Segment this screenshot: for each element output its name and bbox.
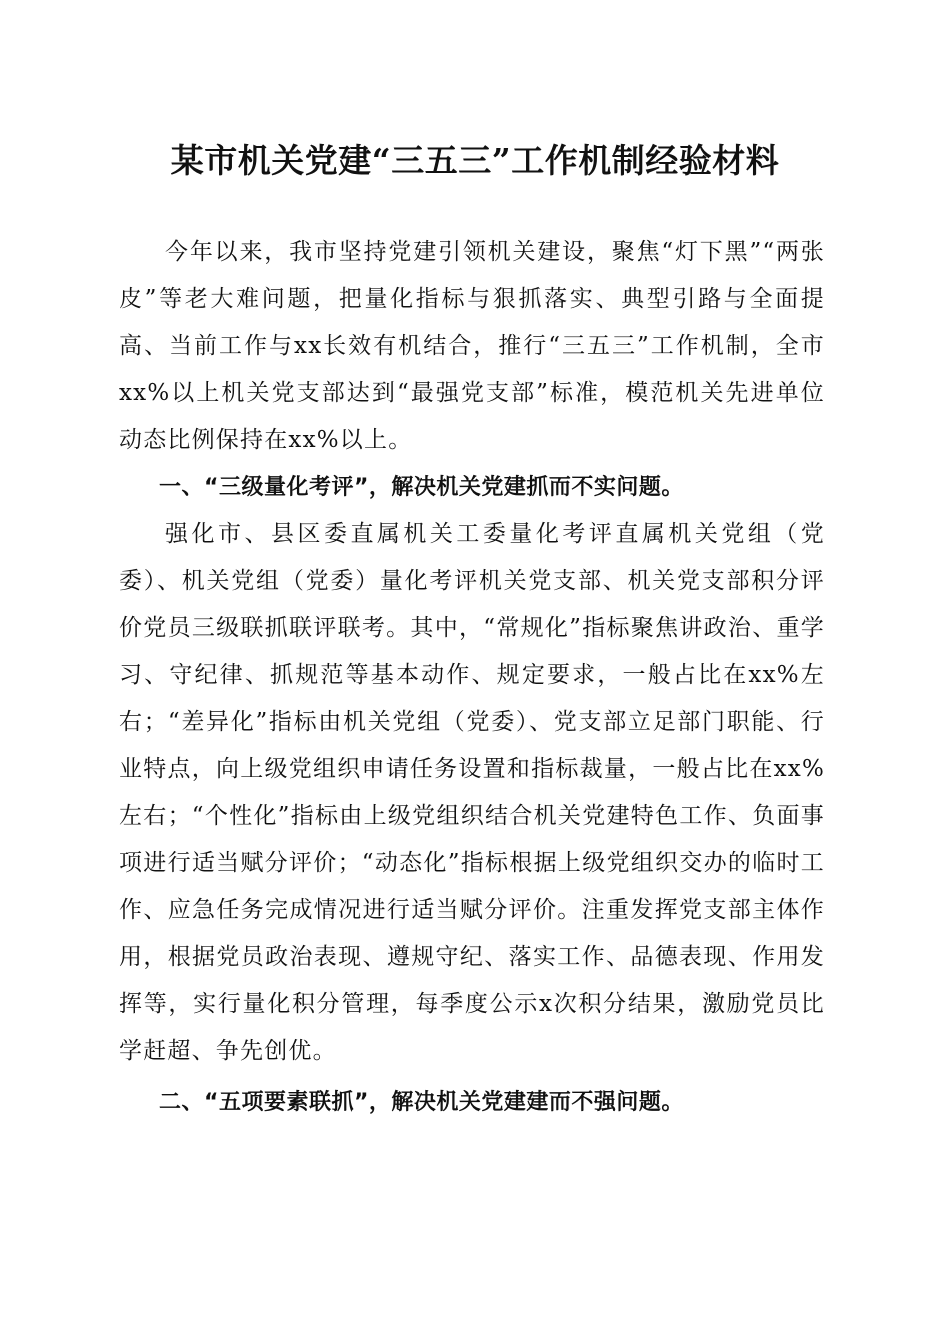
document-body	[119, 229, 825, 1126]
intro-paragraph: 今年以来，我市坚持党建引领机关建设，聚焦“灯下黑”“两张皮”等老大难问题，把量化指标与狠抓落实、典型引路与全面提高、当前工作与xx长效有机结合，推行“三五三”工作机制，全市xx%以上机关党支部达到“最强党支部”标准，模范机关先进单位动态比例保持在xx%以上。	[119, 239, 825, 453]
section-2-heading: 二、“五项要素联抓”，解决机关党建建而不强问题。	[159, 1090, 684, 1115]
section-1-paragraph: 强化市、县区委直属机关工委量化考评直属机关党组（党委）、机关党组（党委）量化考评机关党支部、机关党支部积分评价党员三级联抓联评联考。其中，“常规化”指标聚焦讲政治、重学习、守纪律、抓规范等基本动作、规定要求，一般占比在xx%左右；“差异化”指标由机关党组（党委）、党支部立足部门职能、行业特点，向上级党组织申请任务设置和指标裁量，一般占比在xx%左右；“个性化”指标由上级党组织结合机关党建特色工作、负面事项进行适当赋分评价；“动态化”指标根据上级党组织交办的临时工作、应急任务完成情况进行适当赋分评价。注重发挥党支部主体作用，根据党员政治表现、遵规守纪、落实工作、品德表现、作用发挥等，实行量化积分管理，每季度公示x次积分结果，激励党员比学赶超、争先创优。	[119, 521, 825, 1064]
document-title: 某市机关党建“三五三”工作机制经验材料	[170, 141, 780, 180]
section-1-heading: 一、“三级量化考评”，解决机关党建抓而不实问题。	[159, 475, 684, 500]
